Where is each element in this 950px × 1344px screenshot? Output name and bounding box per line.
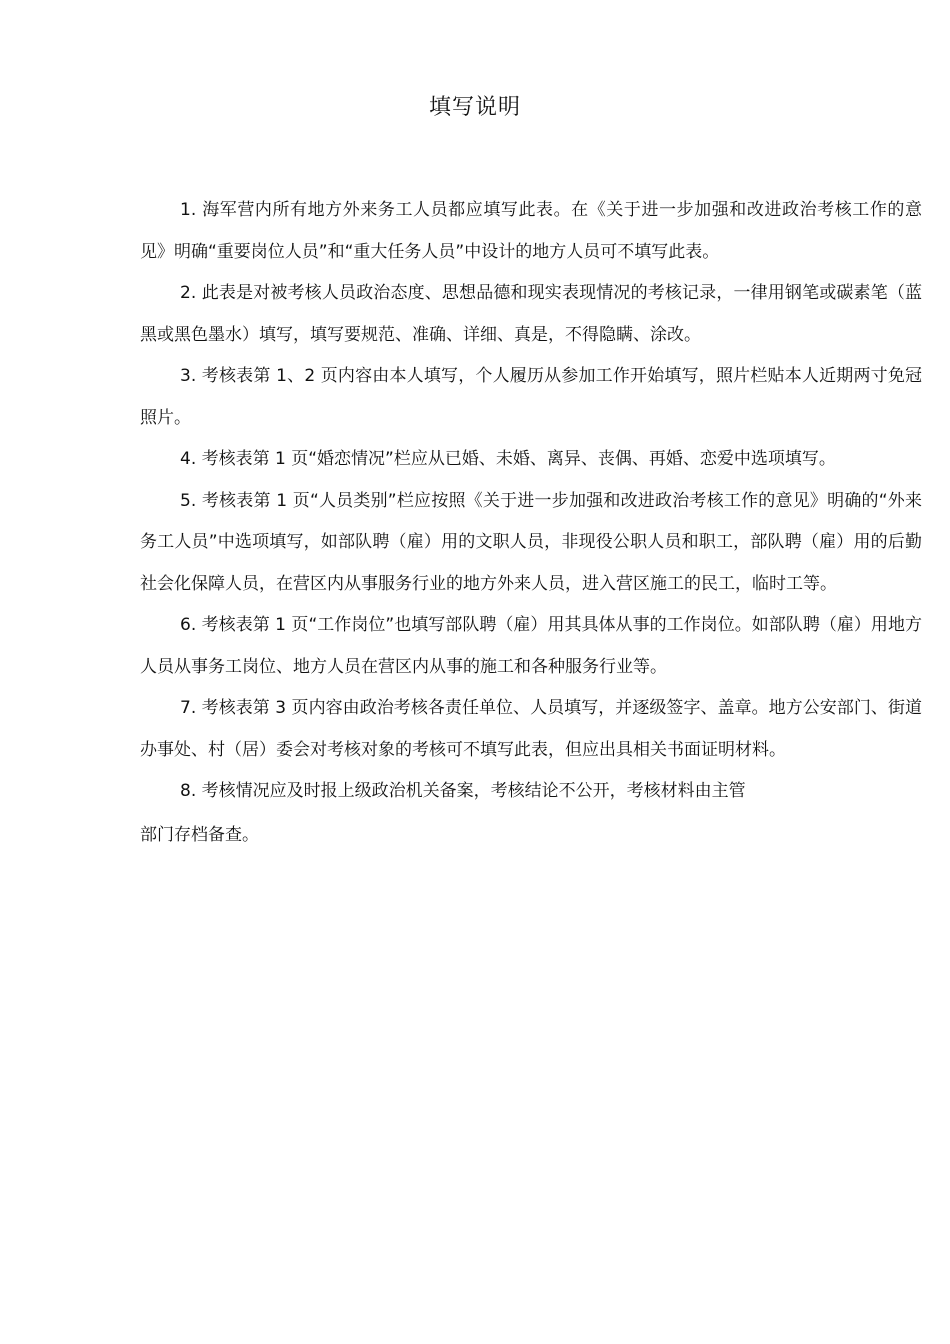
instruction-item-1: 1. 海军营内所有地方外来务工人员都应填写此表。在《关于进一步加强和改进政治考核工作的意见》明确“重要岗位人员”和“重大任务人员”中设计的地方人员可不填写此表。 — [140, 200, 922, 262]
instruction-item-7: 7. 考核表第 3 页内容由政治考核各责任单位、人员填写，并逐级签字、盖章。地方公安部门、街道办事处、村（居）委会对考核对象的考核可不填写此表，但应出具相关书面证明材料。 — [140, 698, 922, 760]
instructions-body — [140, 190, 922, 856]
instruction-item-8-continuation: 部门存档备查。 — [140, 824, 259, 845]
instruction-item-3: 3. 考核表第 1、2 页内容由本人填写，个人履历从参加工作开始填写，照片栏贴本人近期两寸免冠照片。 — [140, 366, 922, 428]
page-title: 填写说明 — [428, 95, 521, 120]
instruction-item-2: 2. 此表是对被考核人员政治态度、思想品德和现实表现情况的考核记录，一律用钢笔或碳素笔（蓝黑或黑色墨水）填写，填写要规范、准确、详细、真是，不得隐瞒、涂改。 — [140, 283, 922, 345]
instruction-item-4: 4. 考核表第 1 页“婚恋情况”栏应从已婚、未婚、离异、丧偶、再婚、恋爱中选项填写。 — [180, 449, 836, 469]
instruction-item-8: 8. 考核情况应及时报上级政治机关备案，考核结论不公开，考核材料由主管 — [180, 781, 746, 801]
instruction-item-5: 5. 考核表第 1 页“人员类别”栏应按照《关于进一步加强和改进政治考核工作的意见》明确的“外来务工人员”中选项填写，如部队聘（雇）用的文职人员，非现役公职人员和职工，部队聘（雇）用的后勤社会化保障人员，在营区内从事服务行业的地方外来人员，进入营区施工的民工，临时工等。 — [140, 490, 922, 594]
instruction-item-6: 6. 考核表第 1 页“工作岗位”也填写部队聘（雇）用其具体从事的工作岗位。如部队聘（雇）用地方人员从事务工岗位、地方人员在营区内从事的施工和各种服务行业等。 — [140, 615, 922, 677]
